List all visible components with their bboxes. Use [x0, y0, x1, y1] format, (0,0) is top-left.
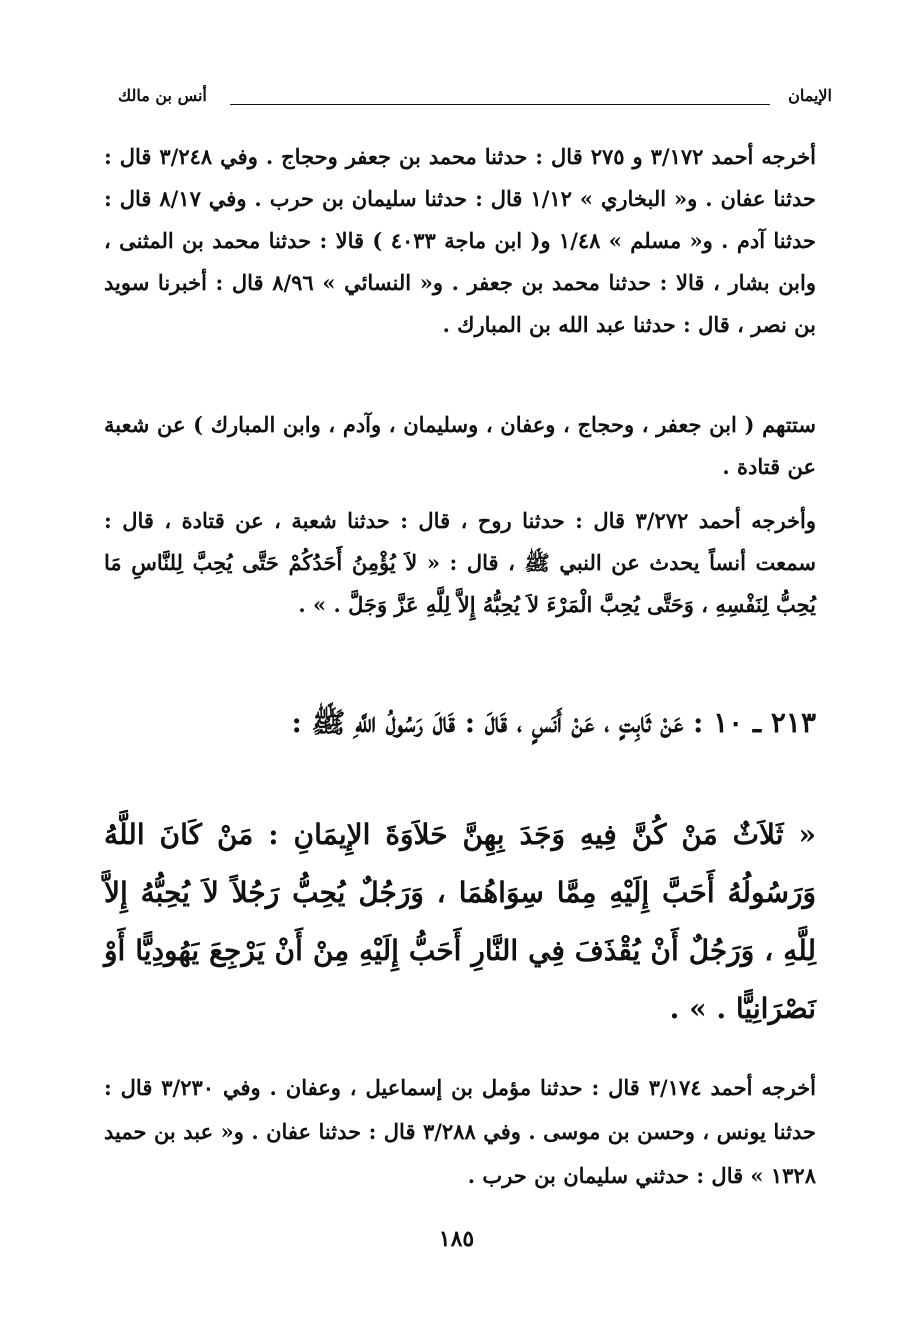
running-header	[118, 86, 832, 114]
page-number: ١٨٥	[438, 1226, 475, 1252]
hadith-heading: ٢١٣ ـ ١٠ : عَنْ ثَابِتٍ ، عَنْ أَنَسٍ ، قَالَ : قَالَ رَسُولُ اللَّهِ ﷺ :	[291, 706, 816, 739]
takhrij-paragraph-2: ستتهم ( ابن جعفر ، وحجاج ، وعفان ، وسليمان ، وآدم ، وابن المبارك ) عن شعبة عن قتادة .	[104, 412, 816, 479]
takhrij-paragraph-1: أخرجه أحمد ٣/١٧٢ و ٢٧٥ قال : حدثنا محمد بن جعفر وحجاج . وفي ٣/٢٤٨ قال : حدثنا عفان . و« البخاري » ١/١٢ قال : حدثنا سليمان بن حرب . وفي ٨/١٧ قال : حدثنا آدم . و« مسلم » ١/٤٨ و( ابن ماجة ٤٠٣٣ ) قالا : حدثنا محمد بن المثنى ، وابن بشار ، قالا : حدثنا محمد بن جعفر . و« النسائي » ٨/٩٦ قال : أخبرنا سويد بن نصر ، قال : حدثنا عبد الله بن المبارك .	[104, 144, 817, 337]
chapter-title: الإيمان	[788, 86, 832, 105]
takhrij-paragraph-4: أخرجه أحمد ٣/١٧٤ قال : حدثنا مؤمل بن إسماعيل ، وعفان . وفي ٣/٢٣٠ قال : حدثنا يونس ، وحسن بن موسى . وفي ٣/٢٨٨ قال : حدثنا عفان . و« عبد بن حميد ١٣٢٨ » قال : حدثني سليمان بن حرب .	[104, 1075, 816, 1188]
takhrij-paragraph-3: وأخرجه أحمد ٣/٢٧٢ قال : حدثنا روح ، قال : حدثنا شعبة ، عن قتادة ، قال : سمعت أنساً يحدث عن النبي ﷺ ، قال : « لاَ يُؤْمِنُ أَحَدُكُمْ حَتَّى يُحِبَّ لِلنَّاسِ مَا يُحِبُّ لِنَفْسِهِ ، وَحَتَّى يُحِبَّ الْمَرْءَ لاَ يُحِبُّهُ إِلاَّ لِلَّهِ عَزَّ وَجَلَّ . » .	[104, 508, 817, 617]
header-rule	[230, 104, 770, 105]
narrator-title: أنس بن مالك	[118, 86, 207, 105]
hadith-text: « ثَلاَثٌ مَنْ كُنَّ فِيهِ وَجَدَ بِهِنَّ حَلاَوَةَ الإِيمَانِ : مَنْ كَانَ اللَّهُ وَرَسُولُهُ أَحَبَّ إِلَيْهِ مِمَّا سِوَاهُمَا ، وَرَجُلٌ يُحِبُّ رَجُلاً لاَ يُحِبُّهُ إِلاَّ لِلَّهِ ، وَرَجُلٌ أَنْ يُقْذَفَ فِي النَّارِ أَحَبُّ إِلَيْهِ مِنْ أَنْ يَرْجِعَ يَهُودِيًّا أَوْ نَصْرَانِيًّا . » .	[104, 818, 817, 1025]
